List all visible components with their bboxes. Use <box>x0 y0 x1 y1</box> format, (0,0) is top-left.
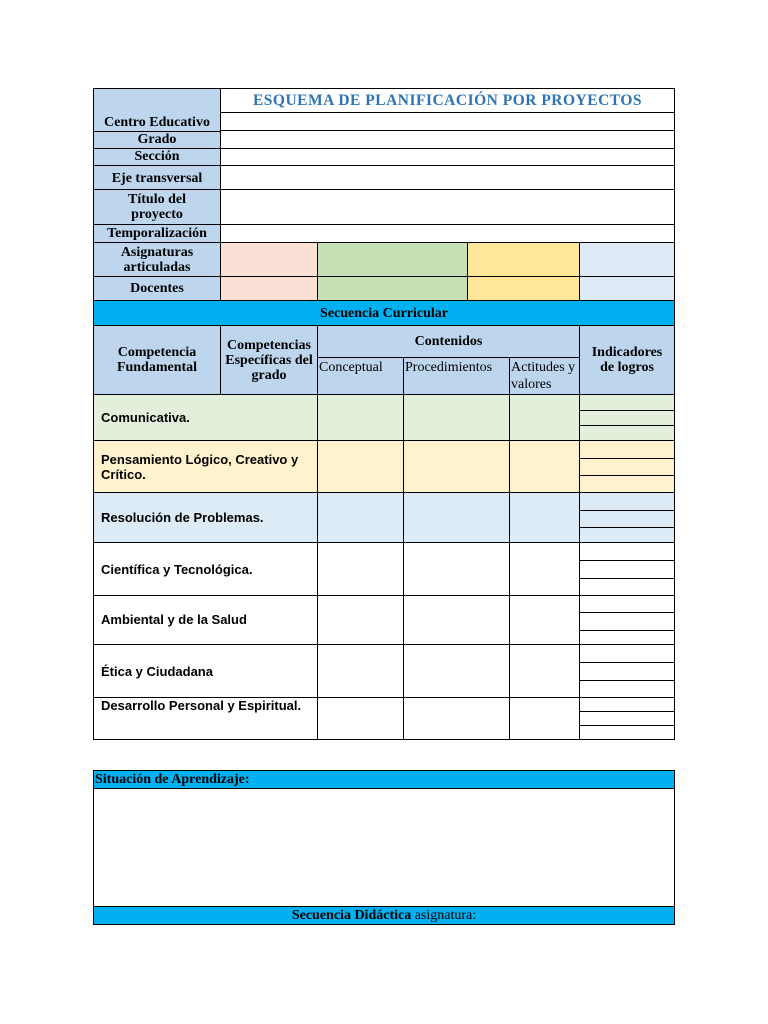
indicadores-cell[interactable] <box>579 542 675 596</box>
titulo-proyecto-field[interactable] <box>220 189 675 225</box>
label-grado: Grado <box>137 132 177 147</box>
indicador-line <box>579 458 675 459</box>
grado-field[interactable] <box>220 130 675 149</box>
indicador-line <box>579 527 675 528</box>
indicadores-cell[interactable] <box>579 394 675 441</box>
indicador-line <box>579 711 675 712</box>
label-docentes: Docentes <box>130 281 184 296</box>
competencia-actitudes-cell[interactable] <box>509 440 580 493</box>
competencia-ambiental-salud: Ambiental y de la Salud <box>93 595 318 645</box>
secuencia-didactica-label: Secuencia Didáctica <box>291 908 412 923</box>
docente-field-2[interactable] <box>317 276 468 301</box>
competencia-conceptual-cell[interactable] <box>317 644 404 698</box>
col-contenidos: Contenidos <box>317 325 580 358</box>
indicadores-cell[interactable] <box>579 440 675 493</box>
asignatura-field-4[interactable] <box>579 242 675 277</box>
label-asignaturas-articuladas: Asignaturas articuladas <box>120 244 194 275</box>
temporalizacion-field[interactable] <box>220 224 675 243</box>
label-seccion: Sección <box>134 149 180 164</box>
docente-field-4[interactable] <box>579 276 675 301</box>
competencia-conceptual-cell[interactable] <box>317 440 404 493</box>
indicador-line <box>579 560 675 561</box>
competencia-etica-ciudadana: Ética y Ciudadana <box>93 644 318 698</box>
competencia-cientifica-tecnologica: Científica y Tecnológica. <box>93 542 318 596</box>
situacion-aprendizaje-band: Situación de Aprendizaje: <box>93 770 675 789</box>
competencia-actitudes-cell[interactable] <box>509 394 580 441</box>
competencia-desarrollo-personal: Desarrollo Personal y Espiritual. <box>93 697 318 740</box>
col-competencias-especificas: Competencias Específicas del grado <box>220 325 318 395</box>
label-temporalizacion: Temporalización <box>107 225 207 241</box>
competencia-conceptual-cell[interactable] <box>317 492 404 543</box>
label-titulo-proyecto: Título del proyecto <box>128 192 186 222</box>
col-competencia-fundamental: Competencia Fundamental <box>93 325 221 395</box>
competencia-actitudes-cell[interactable] <box>509 542 580 596</box>
col-actitudes-valores: Actitudes y valores <box>509 357 580 395</box>
indicador-line <box>579 410 675 411</box>
competencia-actitudes-cell[interactable] <box>509 492 580 543</box>
competencia-procedimientos-cell[interactable] <box>403 644 510 698</box>
eje-transversal-field[interactable] <box>220 165 675 190</box>
competencia-pensamiento: Pensamiento Lógico, Creativo y Crítico. <box>93 440 318 493</box>
indicadores-cell[interactable] <box>579 697 675 740</box>
indicador-line <box>579 578 675 579</box>
competencia-conceptual-cell[interactable] <box>317 697 404 740</box>
competencia-actitudes-cell[interactable] <box>509 644 580 698</box>
indicador-line <box>579 475 675 476</box>
competencia-conceptual-cell[interactable] <box>317 595 404 645</box>
asignatura-field-1[interactable] <box>220 242 318 277</box>
competencia-procedimientos-cell[interactable] <box>403 440 510 493</box>
competencia-procedimientos-cell[interactable] <box>403 697 510 740</box>
competencia-actitudes-cell[interactable] <box>509 595 580 645</box>
indicador-line <box>579 630 675 631</box>
indicador-line <box>579 680 675 681</box>
page-title: ESQUEMA DE PLANIFICACIÓN POR PROYECTOS <box>252 91 643 109</box>
label-centro-educativo: Centro Educativo <box>104 114 210 130</box>
col-indicadores-logros: Indicadores de logros <box>579 325 675 395</box>
competencia-procedimientos-cell[interactable] <box>403 394 510 441</box>
docente-field-1[interactable] <box>220 276 318 301</box>
indicador-line <box>579 612 675 613</box>
indicador-line <box>579 510 675 511</box>
competencia-procedimientos-cell[interactable] <box>403 542 510 596</box>
indicadores-cell[interactable] <box>579 595 675 645</box>
competencia-procedimientos-cell[interactable] <box>403 595 510 645</box>
centro-educativo-field[interactable] <box>220 112 675 131</box>
competencia-resolucion-problemas: Resolución de Problemas. <box>93 492 318 543</box>
competencia-actitudes-cell[interactable] <box>509 697 580 740</box>
indicador-line <box>579 662 675 663</box>
competencia-conceptual-cell[interactable] <box>317 542 404 596</box>
asignatura-field-3[interactable] <box>467 242 580 277</box>
competencia-conceptual-cell[interactable] <box>317 394 404 441</box>
secuencia-curricular-band: Secuencia Curricular <box>93 300 675 326</box>
col-procedimientos: Procedimientos <box>403 357 510 395</box>
secuencia-didactica-asignatura: asignatura: <box>411 908 477 923</box>
competencia-procedimientos-cell[interactable] <box>403 492 510 543</box>
seccion-field[interactable] <box>220 148 675 166</box>
indicador-line <box>579 425 675 426</box>
situacion-aprendizaje-field[interactable] <box>93 788 675 907</box>
indicadores-cell[interactable] <box>579 492 675 543</box>
indicadores-cell[interactable] <box>579 644 675 698</box>
docente-field-3[interactable] <box>467 276 580 301</box>
label-eje-transversal: Eje transversal <box>111 170 203 186</box>
indicador-line <box>579 725 675 726</box>
asignatura-field-2[interactable] <box>317 242 468 277</box>
competencia-comunicativa: Comunicativa. <box>93 394 318 441</box>
secuencia-didactica-band <box>93 906 675 925</box>
col-conceptual: Conceptual <box>317 357 404 395</box>
